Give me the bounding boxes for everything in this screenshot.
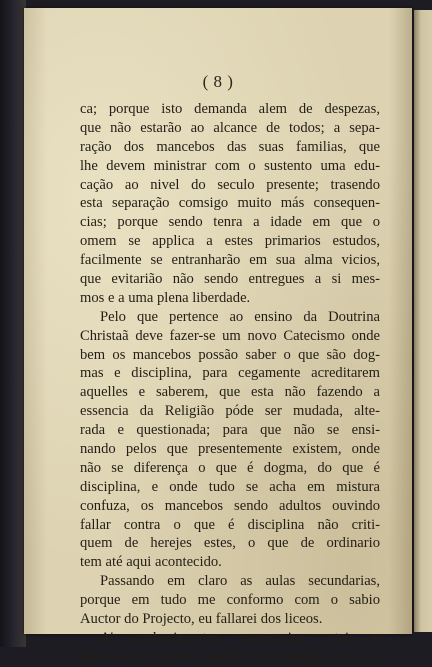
adjacent-page-edge <box>414 10 432 632</box>
page-number: ( 8 ) <box>202 72 234 91</box>
text-line: fallar contra o que é disciplina não criti- <box>80 516 380 533</box>
text-line: que não estarão ao alcance de todos; a sepa- <box>80 119 380 136</box>
text-line: facilmente se entranharão em sua alma vicios, <box>80 252 380 269</box>
text-line: esta separação comsigo muito más consequen- <box>80 195 380 212</box>
text-line: aquelles e saberem, que esta não fazendo a <box>80 384 380 401</box>
text-line: Passando em claro as aulas secundarias, <box>100 573 380 590</box>
text-line: bem os mancebos possão saber o que são dog- <box>80 346 380 363</box>
text-line: essencia da Religião póde ser mudada, alte- <box>80 403 380 420</box>
text-line: rada e questionada; para que não se ensi- <box>80 422 380 439</box>
book-spine <box>0 0 26 647</box>
book-page <box>24 8 412 665</box>
text-line: disciplina, e onde tudo se acha em mistura <box>80 478 380 495</box>
text-line: lhe devem ministrar com o sustento uma edu- <box>80 157 380 174</box>
text-line: tem até aqui acontecido. <box>80 554 222 571</box>
text-line: mos e a uma plena liberdade. <box>80 289 251 306</box>
text-line: que evitarião não sendo entregues a si mes- <box>80 271 380 288</box>
text-line: cação ao nivel do seculo presente; trasendo <box>80 176 380 193</box>
text-line: ração dos mancebos das suas familias, que <box>80 138 380 155</box>
text-line: A' conhecimentos necessarios, uteis e <box>100 629 380 646</box>
page-body-text <box>80 100 380 667</box>
text-line: Pelo que pertence ao ensino da Doutrina <box>100 308 380 325</box>
text-line: quem de herejes estes, o que de ordinario <box>80 535 380 552</box>
text-line: porque em tudo me conformo com o sabio <box>80 592 380 609</box>
text-line: Auctor do Projecto, eu fallarei dos liceos. <box>80 611 323 628</box>
text-line: confuza, os mancebos sendo adultos ouvindo <box>80 497 380 514</box>
text-line: Christaã deve fazer-se um novo Catecismo onde <box>80 327 380 344</box>
text-line: cias; porque sendo tenra a idade em que o <box>80 214 380 231</box>
text-line: omem se applica a estes primarios estudos, <box>80 233 380 250</box>
text-line: mas e disciplina, para cegamente acreditarem <box>80 365 380 382</box>
text-line: deleitaveis: porém sendo tão limitada a vida <box>80 648 380 665</box>
text-line: não se diferença o que é dogma, do que é <box>80 459 380 476</box>
text-line: nando pelos que presentemente existem, onde <box>80 441 380 458</box>
text-line: ca; porque isto demanda alem de despezas, <box>80 101 380 117</box>
